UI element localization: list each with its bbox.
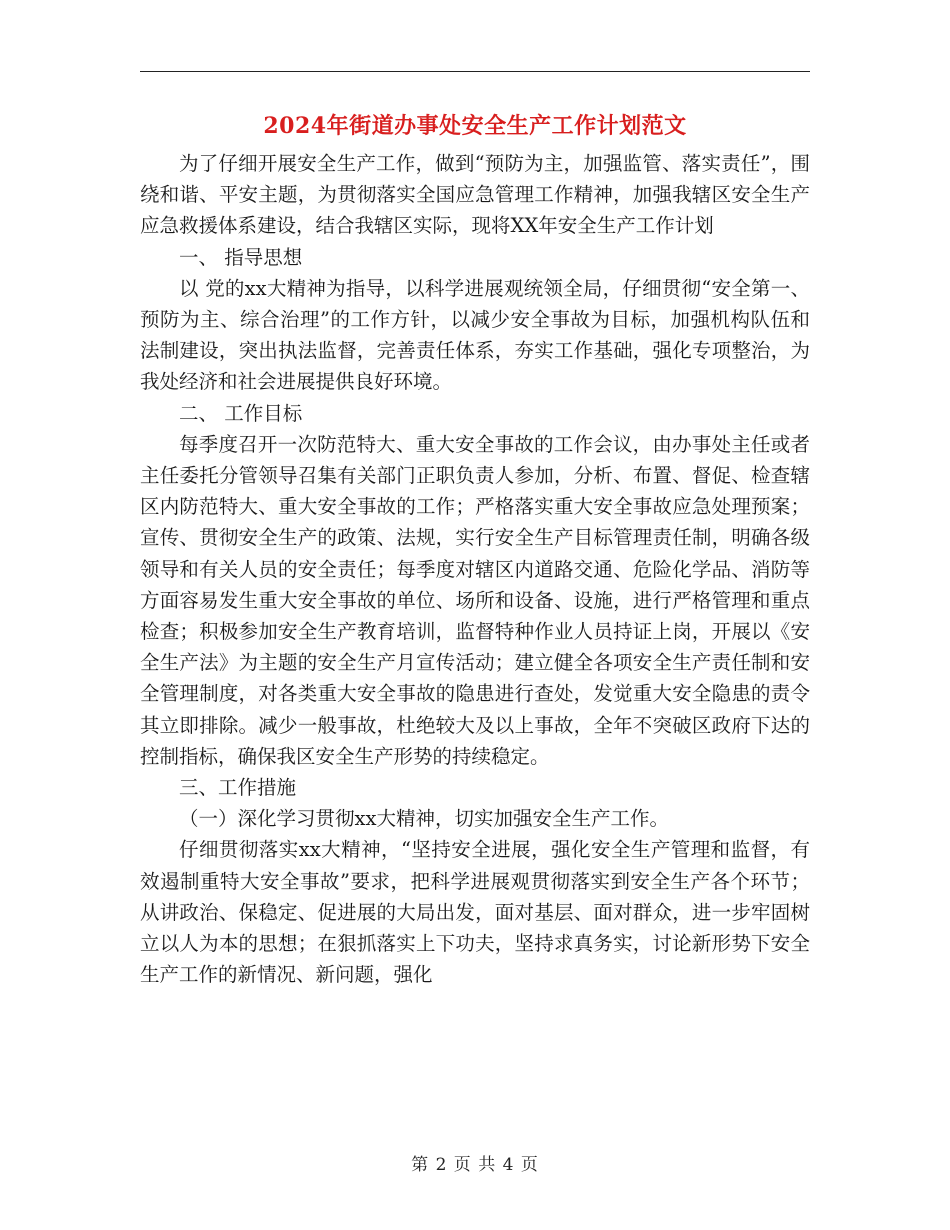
section-heading-guiding-thought: 一、 指导思想	[179, 245, 303, 269]
subsection-heading-1: （一）深化学习贯彻xx大精神，切实加强安全生产工作。	[179, 807, 669, 831]
work-measures-paragraph: 仔细贯彻落实xx大精神，“坚持安全进展，强化安全生产管理和监督，有效遏制重特大安全事故”要求，把科学进展观贯彻落实到安全生产各个环节；从讲政治、保稳定、促进展的大局出发，面对基层、面对群众，进一步牢固树立以人为本的思想；在狠抓落实上下功夫，坚持求真务实，讨论新形势下安全生产工作的新情况、新问题，强化	[140, 838, 810, 987]
page-number: 第 2 页 共 4 页	[411, 1155, 539, 1175]
section-heading-work-goals: 二、 工作目标	[179, 401, 303, 425]
guiding-thought-paragraph: 以 党的xx大精神为指导，以科学进展观统领全局，仔细贯彻“安全第一、预防为主、综合治理”的工作方针，以减少安全事故为目标，加强机构队伍和法制建设，突出执法监督，完善责任体系，夯实工作基础，强化专项整治，为我处经济和社会进展提供良好环境。	[140, 276, 810, 394]
document-title: 2024年街道办事处安全生产工作计划范文	[263, 113, 687, 139]
section-heading-work-measures: 三、工作措施	[179, 776, 297, 800]
document-body	[140, 148, 810, 990]
work-goals-paragraph: 每季度召开一次防范特大、重大安全事故的工作会议，由办事处主任或者主任委托分管领导召集有关部门正职负责人参加，分析、布置、督促、检查辖区内防范特大、重大安全事故的工作；严格落实重大安全事故应急处理预案；宣传、贯彻安全生产的政策、法规，实行安全生产目标管理责任制，明确各级领导和有关人员的安全责任；每季度对辖区内道路交通、危险化学品、消防等方面容易发生重大安全事故的单位、场所和设备、设施，进行严格管理和重点检查；积极参加安全生产教育培训，监督特种作业人员持证上岗，开展以《安全生产法》为主题的安全生产月宣传活动；建立健全各项安全生产责任制和安全管理制度，对各类重大安全事故的隐患进行查处，发觉重大安全隐患的责令其立即排除。减少一般事故，杜绝较大及以上事故，全年不突破区政府下达的控制指标，确保我区安全生产形势的持续稳定。	[140, 432, 810, 768]
header-rule	[140, 71, 810, 72]
intro-paragraph: 为了仔细开展安全生产工作，做到“预防为主，加强监管、落实责任”，围绕和谐、平安主题，为贯彻落实全国应急管理工作精神，加强我辖区安全生产应急救援体系建设，结合我辖区实际，现将XX年安全生产工作计划	[140, 152, 810, 238]
